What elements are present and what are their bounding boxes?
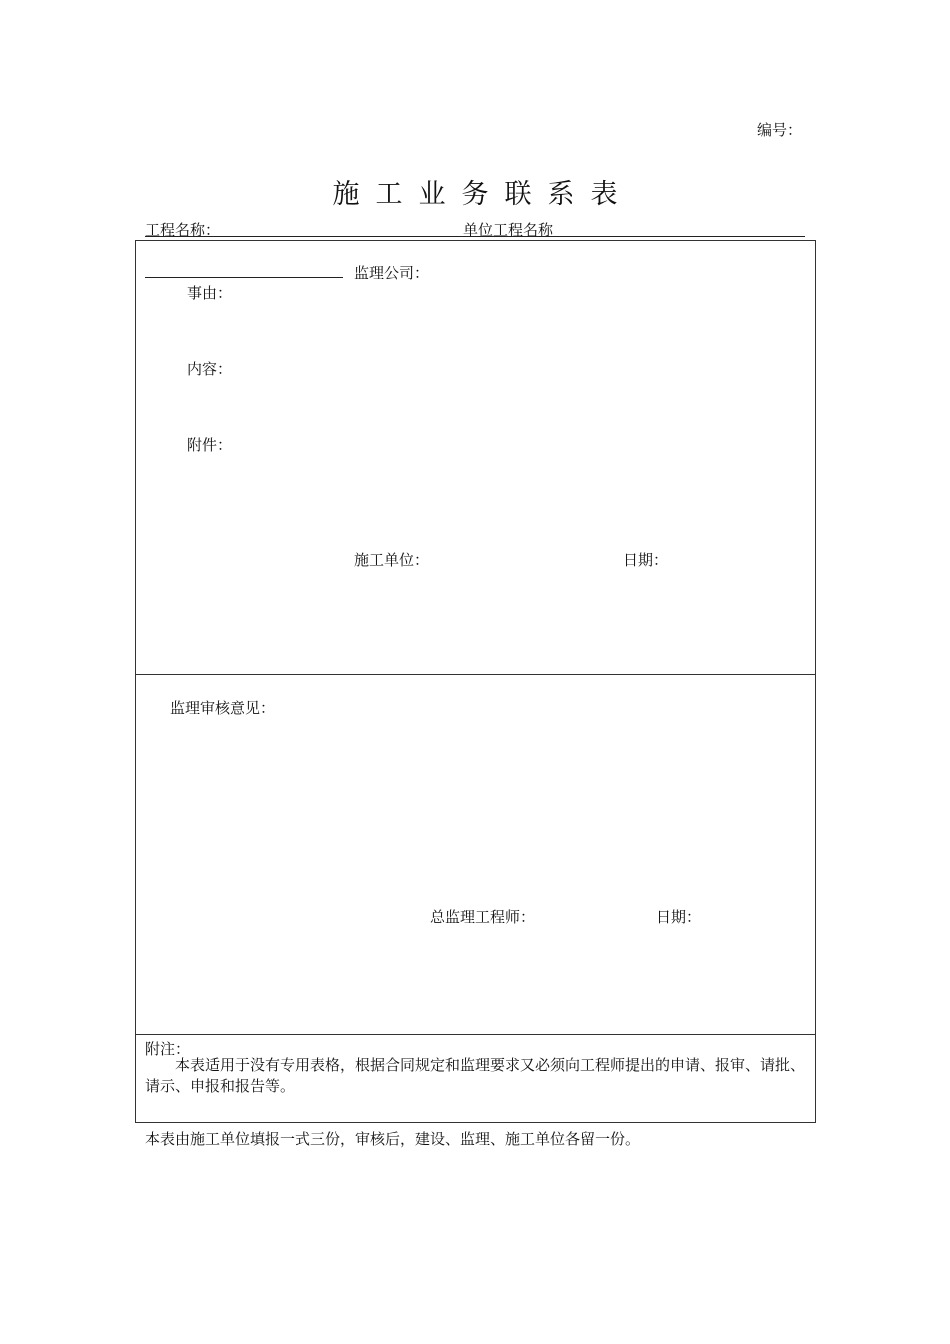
- review-opinion-label: 监理审核意见：: [170, 699, 276, 717]
- attachment-label: 附件：: [187, 436, 233, 454]
- content-label: 内容：: [187, 360, 233, 378]
- contractor-label: 施工单位：: [354, 551, 430, 569]
- supervision-company-label: 监理公司：: [354, 264, 430, 282]
- page-title: 施工业务联系表: [332, 179, 634, 210]
- note-label: 附注：: [145, 1040, 191, 1058]
- unit-project-label: 单位工程名称: [463, 221, 554, 239]
- header-underline: [145, 236, 805, 237]
- serial-number-label: 编号：: [757, 121, 803, 139]
- section-divider-note: [135, 1034, 815, 1035]
- section-divider-review: [135, 674, 815, 675]
- request-date-label: 日期：: [623, 551, 669, 569]
- footnote: 本表由施工单位填报一式三份，审核后，建设、监理、施工单位各留一份。: [145, 1130, 641, 1148]
- project-name-label: 工程名称：: [145, 221, 221, 239]
- reason-label: 事由：: [187, 284, 233, 302]
- addressee-blank-line[interactable]: [145, 277, 343, 278]
- chief-engineer-label: 总监理工程师：: [430, 908, 536, 926]
- note-text: 本表适用于没有专用表格，根据合同规定和监理要求又必须向工程师提出的申请、报审、请批、请示、申报和报告等。: [145, 1056, 806, 1095]
- form-frame: [135, 240, 816, 1123]
- review-date-label: 日期：: [656, 908, 702, 926]
